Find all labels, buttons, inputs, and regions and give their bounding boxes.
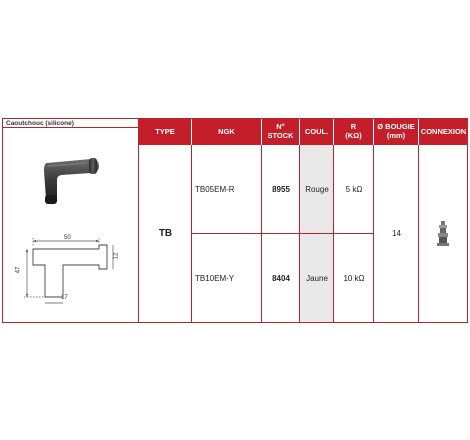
dim-height: 47 (15, 266, 22, 274)
row2-coul: Jaune (306, 273, 328, 283)
header-bougie: Ø BOUGIE (mm) (374, 119, 419, 145)
row1-coul: Rouge (305, 184, 329, 194)
type-value: TB (158, 228, 173, 239)
product-table (2, 118, 468, 323)
spark-plug-cap-photo (33, 149, 105, 207)
product-panel (3, 119, 139, 322)
spec-grid (139, 119, 468, 322)
row2-stock: 8404 (272, 273, 290, 283)
header-r: R (KΩ) (334, 119, 374, 145)
dim-top: 12 (113, 252, 120, 260)
header-type: TYPE (139, 119, 192, 145)
row1-r: 5 kΩ (345, 184, 363, 194)
row1-stock: 8955 (272, 184, 290, 194)
header-connexion: CONNEXION (419, 119, 468, 145)
connector-icon (436, 221, 450, 247)
dim-width: 50 (64, 235, 71, 241)
row2-ngk: TB10EM-Y (195, 273, 235, 283)
panel-title: Caoutchouc (silicone) (6, 120, 74, 127)
dim-bottom: 17 (61, 295, 68, 301)
panel-rule (3, 127, 138, 128)
row1-ngk: TB05EM-R (195, 184, 235, 194)
bougie-value: 14 (392, 229, 401, 238)
header-ngk: NGK (192, 119, 262, 145)
header-stock: N° STOCK (262, 119, 300, 145)
header-coul: COUL. (300, 119, 334, 145)
row2-r: 10 kΩ (343, 273, 365, 283)
dimension-drawing (19, 231, 129, 311)
